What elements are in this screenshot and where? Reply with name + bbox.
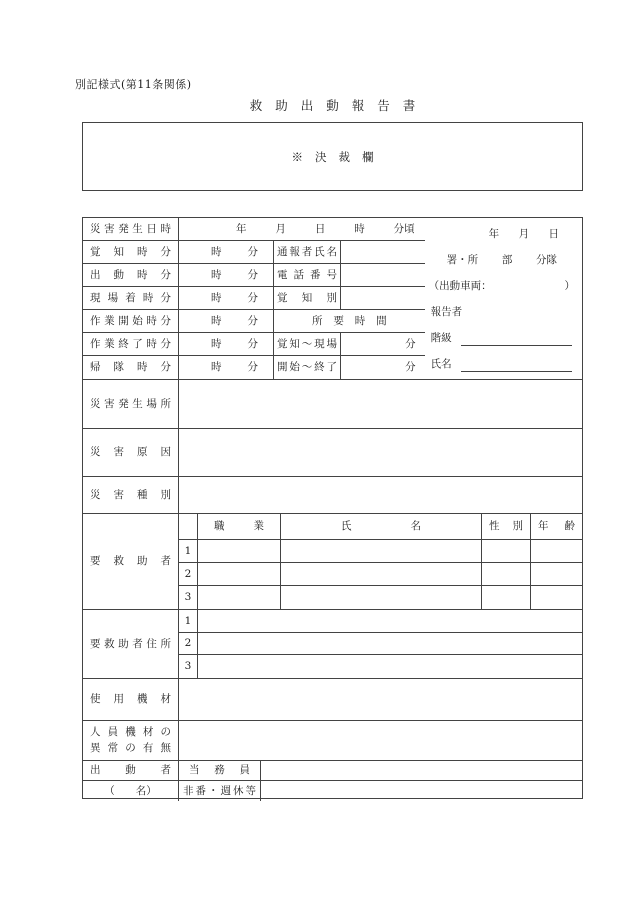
rescuee-address-label: 要救助者住所 [83,610,179,678]
abnormality-value-cell [179,721,582,760]
rescuee-number-header [179,514,198,539]
hour-minute-cell: 時 分 [179,310,274,332]
hour-minute-cell: 時 分 [179,356,274,379]
disaster-cause-value-cell [179,429,582,476]
dispatch-label: 出動者 [83,761,179,780]
rescuee-row-1 [179,540,582,563]
row-number: 3 [179,655,198,678]
rescuee-address-grid [179,610,582,678]
name-header: 氏名 [281,514,482,539]
row-number: 2 [179,563,198,585]
duty-member-value-cell [261,761,582,780]
work-end-row [83,333,425,356]
abnormality-row [83,721,582,761]
disaster-type-row [83,477,582,514]
rescuee-header-row [179,514,582,540]
arrival-time-row [83,287,425,310]
sex-cell [482,540,531,562]
sex-cell [482,563,531,585]
return-time-label: 帰隊時分 [83,356,179,379]
required-time-header: 所要時間 [312,314,387,327]
dispatch-block [83,761,582,801]
work-start-label: 作業開始時分 [83,310,179,332]
awareness-to-scene-label: 覚知～現場 [274,333,341,355]
dispatch-time-row [83,264,425,287]
dispatch-time-label: 出動時分 [83,264,179,286]
occupation-cell [198,540,281,562]
approval-label: ※決裁欄 [291,149,386,164]
work-end-label: 作業終了時分 [83,333,179,355]
report-table [82,217,583,799]
hour-minute-cell: 時 分 [179,241,274,263]
row-number: 2 [179,633,198,654]
work-start-row [83,310,425,333]
page-title: 救助出動報告書 [249,98,429,113]
hour-minute-cell: 時 分 [179,333,274,355]
address-row-2 [179,633,582,655]
duty-member-label: 当務員 [179,761,261,780]
age-cell [531,563,582,585]
rescuee-row-3 [179,586,582,609]
rank-line: 階級 [425,325,582,351]
name-cell [281,540,482,562]
reporter-block [425,218,582,379]
awareness-to-scene-minutes-cell: 分 [405,337,416,350]
name-cell [281,563,482,585]
row-number: 1 [179,540,198,562]
time-rows [83,218,425,379]
phone-number-value-cell [341,264,425,286]
rescuee-label: 要救助者 [83,514,179,609]
offduty-value-cell [261,781,582,801]
return-time-row [83,356,425,379]
disaster-type-value-cell [179,477,582,513]
disaster-type-label: 災害種別 [83,477,179,513]
occupation-header: 職業 [198,514,281,539]
disaster-datetime-value-cell: 年 月 日 時 分頃 [236,222,415,235]
caller-name-value-cell [341,241,425,263]
occupation-cell [198,563,281,585]
rescuee-grid [179,514,582,609]
row-number: 1 [179,610,198,632]
caller-name-label: 通報者氏名 [274,241,341,263]
hour-minute-cell: 時 分 [179,287,274,309]
dispatch-vehicle-line: （出動車両： ） [428,279,575,292]
offduty-label: 非番・週休等 [179,781,261,801]
equipment-label: 使用機材 [83,679,179,720]
abnormality-label: 人員機材の 異常の有無 [83,721,179,760]
name-line: 氏名 [425,351,582,377]
address-cell [198,610,582,632]
awareness-time-row [83,241,425,264]
disaster-datetime-label: 災害発生日時 [83,218,179,240]
time-and-reporter-block [83,218,582,380]
age-cell [531,540,582,562]
report-date-line: 年 月 日 [488,227,559,240]
age-cell [531,586,582,609]
approval-box [82,122,583,191]
address-cell [198,633,582,654]
start-to-end-label: 開始～終了 [274,356,341,379]
dispatch-offduty-row [83,781,582,801]
name-cell [281,586,482,609]
station-unit-line: 署・所 部 分隊 [446,253,557,266]
address-cell [198,655,582,678]
arrival-time-label: 現場着時分 [83,287,179,309]
address-row-1 [179,610,582,633]
form-note: 別記様式(第11条関係) [75,78,192,91]
rank-fill-line [461,345,572,346]
dispatch-count-label: （ 名） [83,781,179,801]
occupation-cell [198,586,281,609]
rescuee-block [83,514,582,610]
awareness-time-label: 覚知時分 [83,241,179,263]
awareness-type-value-cell [341,287,425,309]
disaster-location-label: 災害発生場所 [83,380,179,428]
sex-cell [482,586,531,609]
equipment-row [83,679,582,721]
address-row-3 [179,655,582,678]
disaster-cause-row [83,429,582,477]
start-to-end-minutes-cell: 分 [405,361,416,374]
awareness-type-label: 覚知別 [274,287,341,309]
disaster-location-value-cell [179,380,582,428]
row-number: 3 [179,586,198,609]
dispatch-duty-row [83,761,582,781]
disaster-datetime-row [83,218,425,241]
rescuee-address-block [83,610,582,679]
age-header: 年齢 [538,520,575,533]
reporter-label-line: 報告者 [430,305,463,318]
disaster-location-row [83,380,582,429]
equipment-value-cell [179,679,582,720]
phone-number-label: 電話番号 [274,264,341,286]
name-fill-line [461,371,572,372]
sex-header: 性別 [482,514,531,539]
disaster-cause-label: 災害原因 [83,429,179,476]
hour-minute-cell: 時 分 [179,264,274,286]
rescuee-row-2 [179,563,582,586]
